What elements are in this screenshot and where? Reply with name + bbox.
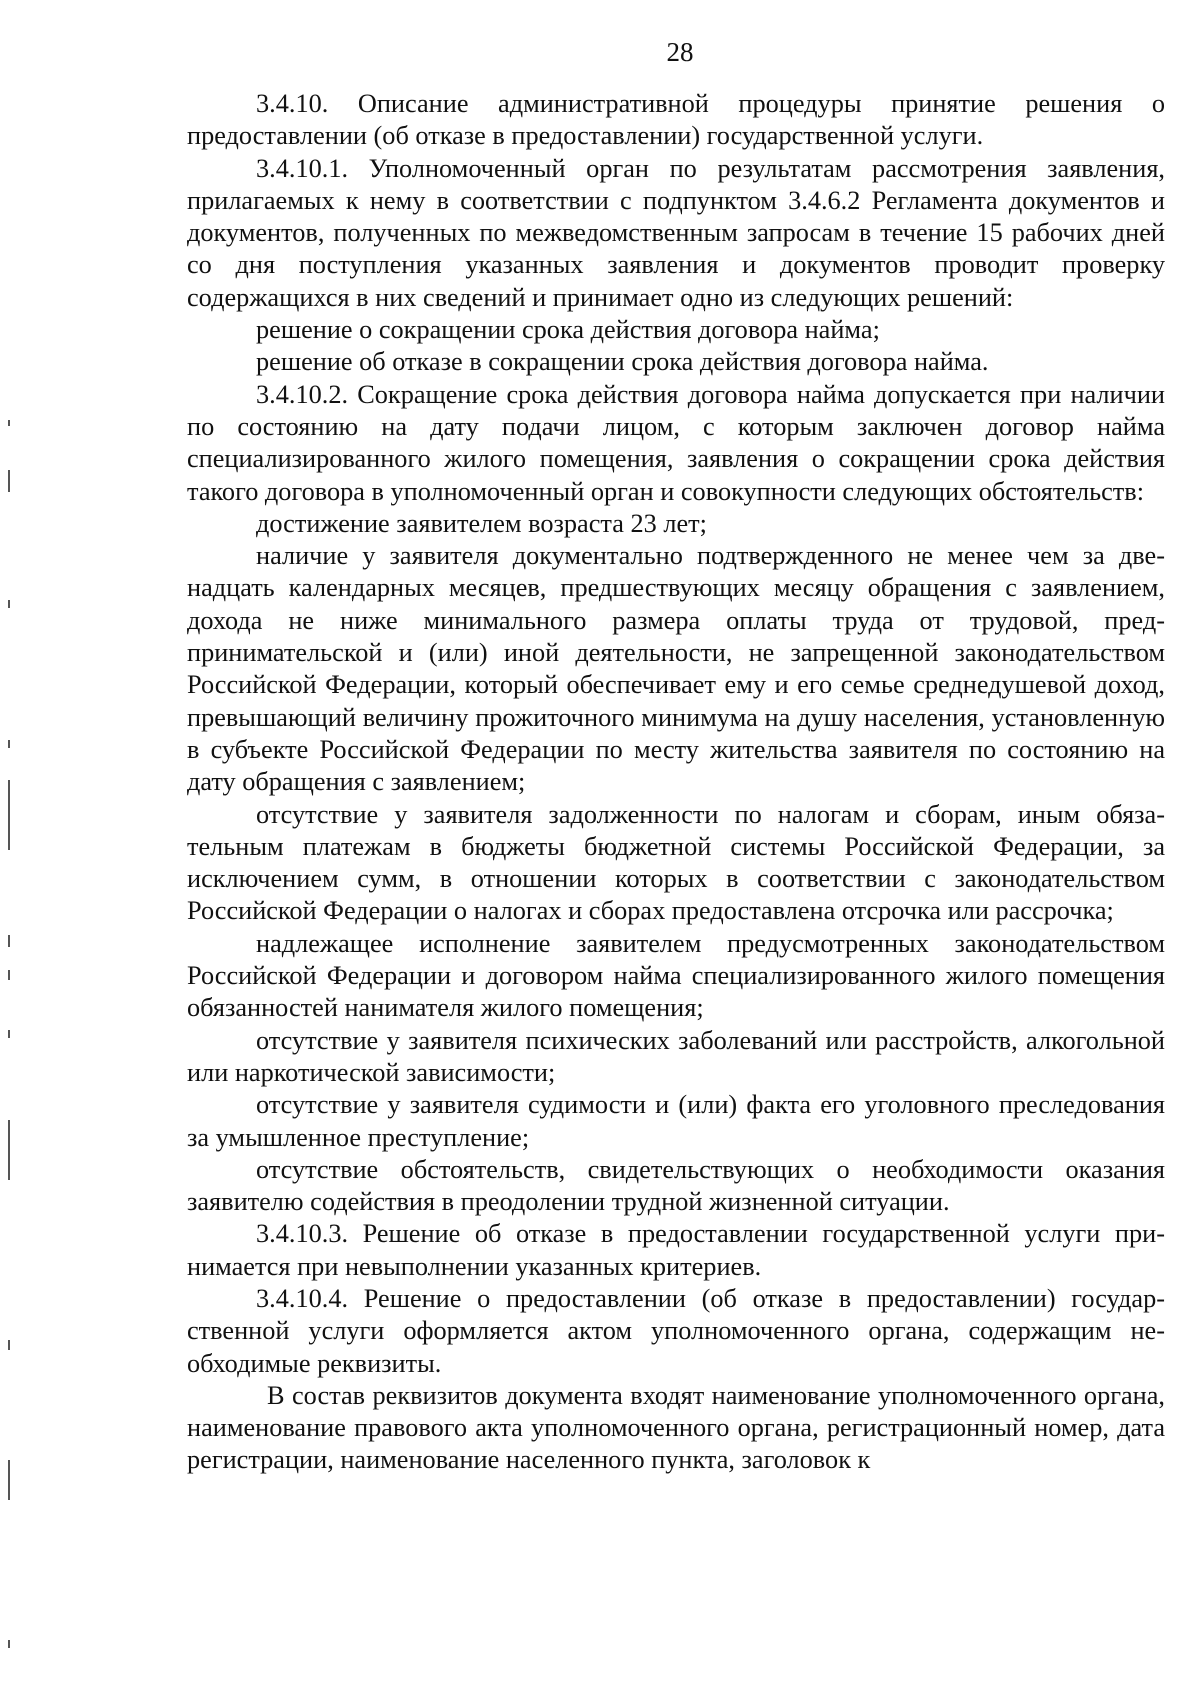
paragraph-3-4-10-2: 3.4.10.2. Сокращение срока действия договора найма допускается при наличии по состоянию на дату подачи лицом, с которым заключен договор найма специализированного жилого помещения, заявления о сокращении срока действия такого договора в уполномоченный орган и совокупности следующих обстоятельств: — [187, 379, 1165, 506]
scan-edge-marks — [0, 0, 40, 1697]
page-number: 28 — [666, 37, 694, 67]
list-item-no-debt: отсутствие у заявителя задолженности по налогам и сборам, иным обязательным платежам в бюджеты бюджетной системы Российской Федерации, за исключением сумм, в отношении которых в соответствии с законодательством Российской Федерации о налогах и сборах предоставлена отсрочка или рассрочка; — [187, 799, 1165, 926]
list-item-age: достижение заявителем возраста 23 лет; — [256, 508, 707, 538]
paragraph-requisites: В состав реквизитов документа входят наименование уполномоченного органа, наименование правового акта уполномоченного органа, регистрационный номер, дата регистрации, наименование населенного пункта, заголовок к — [187, 1380, 1165, 1475]
list-item-no-hardship: отсутствие обстоятельств, свидетельствующих о необходимости оказания заявителю содействия в преодолении трудной жизненной ситуации. — [187, 1154, 1165, 1217]
list-item-income: наличие у заявителя документально подтвержденного не менее чем за двенадцать календарных месяцев, предшествующих месяцу обращения с заявлением, дохода не ниже минимального размера оплаты труда от трудовой, предпринимательской и (или) иной деятельности, не запрещенной законодательством Российской Федерации, который обеспечивает ему и его семье среднедушевой доход, превышающий величину прожиточного минимума на душу населения, установленную в субъекте Российской Федерации по месту жительства заявителя по состоянию на дату обращения с заявлением; — [187, 541, 1165, 797]
list-item-no-illness: отсутствие у заявителя психических заболеваний или расстройств, алкогольной или наркотической зависимости; — [187, 1025, 1165, 1087]
list-item-no-conviction: отсутствие у заявителя судимости и (или) факта его уголовного преследования за умышленное преступление; — [187, 1090, 1165, 1152]
list-item-decision-shorten: решение о сокращении срока действия договора найма; — [256, 315, 880, 345]
paragraph-3-4-10: 3.4.10. Описание административной процедуры принятие решения о предоставлении (об отказе в предоставлении) государственной услуги. — [187, 89, 1165, 151]
document-body — [187, 88, 1165, 1477]
list-item-obligations: надлежащее исполнение заявителем предусмотренных законодательством Российской Федерации и договором найма специализированного жилого помещения обязанностей нанимателя жилого помещения; — [187, 928, 1165, 1023]
paragraph-3-4-10-4: 3.4.10.4. Решение о предоставлении (об отказе в предоставлении) государственной услуги оформляется актом уполномоченного органа, содержащим необходимые реквизиты. — [187, 1283, 1165, 1378]
list-item-decision-refuse: решение об отказе в сокращении срока действия договора найма. — [256, 347, 989, 377]
paragraph-3-4-10-3: 3.4.10.3. Решение об отказе в предоставлении государственной услуги принимается при невыполнении указанных критериев. — [187, 1219, 1165, 1281]
paragraph-3-4-10-1: 3.4.10.1. Уполномоченный орган по результатам рассмотрения заявления, прилагаемых к нему в соответствии с подпунктом 3.4.6.2 Регламента документов и документов, полученных по межведомственным запросам в течение 15 рабочих дней со дня поступления указанных заявления и документов проводит проверку содержащихся в них сведений и принимает одно из следующих решений: — [187, 153, 1165, 312]
